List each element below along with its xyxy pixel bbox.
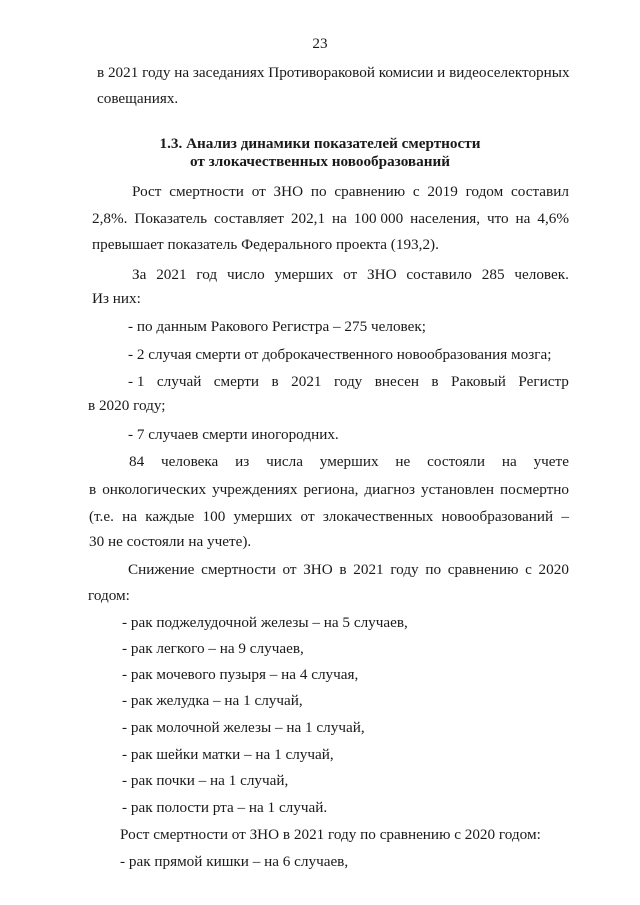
word: человек.	[514, 266, 569, 283]
word: в	[89, 481, 97, 498]
word: сравнению	[334, 183, 406, 200]
word: годом	[465, 183, 504, 200]
word: составил	[511, 183, 569, 200]
word: в	[431, 373, 439, 390]
p2-line-2: Из них:	[92, 290, 141, 307]
word: внесен	[374, 373, 419, 390]
list2-item: - рак мочевого пузыря – на 4 случая,	[122, 666, 359, 683]
list2-item: - рак желудка – на 1 случай,	[122, 692, 303, 709]
word: от	[300, 508, 315, 525]
word: За	[132, 266, 147, 283]
word: учете	[533, 453, 569, 470]
word: числа	[266, 453, 303, 470]
word: умерших	[274, 266, 334, 283]
word: ЗНО	[303, 561, 333, 578]
word: году	[333, 373, 363, 390]
word: из	[235, 453, 250, 470]
intro-line-2: совещаниях.	[97, 90, 179, 107]
word: смертности	[201, 561, 276, 578]
word: смертности	[169, 183, 244, 200]
word: - 1	[128, 373, 145, 390]
word: с	[525, 561, 532, 578]
p3-line-1	[129, 453, 569, 471]
word: с	[412, 183, 420, 200]
p2-line-1	[132, 266, 569, 284]
word: 285	[481, 266, 505, 283]
list1-item-3-line-2: в 2020 году;	[88, 397, 166, 414]
list2-item: - рак молочной железы – на 1 случай,	[122, 719, 365, 736]
section-heading-line-1: 1.3. Анализ динамики показателей смертности	[159, 135, 481, 152]
word: Рост	[132, 183, 162, 200]
word: 2019	[427, 183, 458, 200]
p4-line-1	[128, 561, 569, 579]
word: Регистр	[518, 373, 569, 390]
word: 84	[129, 453, 145, 470]
list2-item: - рак полости рта – на 1 случай.	[122, 799, 328, 816]
word: на	[122, 508, 137, 525]
word: по	[310, 183, 327, 200]
word: год	[196, 266, 218, 283]
word: по	[425, 561, 442, 578]
word: от	[251, 183, 266, 200]
word: посмертно	[500, 481, 569, 498]
word: в	[271, 373, 279, 390]
section-heading-line-2: от злокачественных новообразований	[190, 153, 450, 170]
word: Раковый	[451, 373, 506, 390]
p3-line-2	[89, 481, 569, 499]
word: смерти	[213, 373, 260, 390]
p5-line-1: Рост смертности от ЗНО в 2021 году по сравнению с 2020 годом:	[120, 826, 541, 843]
word: каждые	[145, 508, 195, 525]
word: число	[227, 266, 265, 283]
word: Показатель	[134, 210, 208, 227]
word: человека	[161, 453, 219, 470]
word: 202,1	[290, 210, 326, 227]
word: 2021	[156, 266, 187, 283]
word: случай	[156, 373, 202, 390]
word: что	[486, 210, 509, 227]
list2-item: - рак поджелудочной железы – на 5 случаев,	[122, 614, 408, 631]
word: 2020	[538, 561, 569, 578]
word: региона,	[303, 481, 359, 498]
p3-line-3	[89, 508, 569, 526]
word: населения,	[410, 210, 480, 227]
word: (т.е.	[89, 508, 114, 525]
page-number: 23	[312, 35, 328, 52]
list2-item: - рак шейки матки – на 1 случай,	[122, 746, 334, 763]
list1-item-3-line-1	[128, 373, 569, 391]
word: на	[515, 210, 531, 227]
word: от	[282, 561, 297, 578]
word: умерших	[319, 453, 379, 470]
word: 2021	[353, 561, 384, 578]
word: 2021	[291, 373, 322, 390]
word: злокачественных	[322, 508, 434, 525]
p1-line-1	[132, 183, 569, 201]
word: установлен	[420, 481, 495, 498]
word: сравнению	[447, 561, 519, 578]
word: состояли	[427, 453, 486, 470]
p5-line-2: - рак прямой кишки – на 6 случаев,	[120, 853, 349, 870]
word: 100 000	[353, 210, 404, 227]
p1-line-2	[92, 210, 569, 228]
word: умерших	[233, 508, 293, 525]
list2-item: - рак почки – на 1 случай,	[122, 772, 289, 789]
list1-item-4: - 7 случаев смерти иногородних.	[128, 426, 339, 443]
word: учреждениях	[212, 481, 298, 498]
word: году	[390, 561, 419, 578]
word: Снижение	[128, 561, 195, 578]
list2-item: - рак легкого – на 9 случаев,	[122, 640, 304, 657]
word: в	[339, 561, 347, 578]
p1-line-3: превышает показатель Федерального проекта (193,2).	[92, 236, 439, 253]
word: онкологических	[102, 481, 207, 498]
p4-line-2: годом:	[88, 587, 130, 604]
word: ЗНО	[367, 266, 397, 283]
word: ЗНО	[273, 183, 304, 200]
word: на	[501, 453, 517, 470]
list1-item-1: - по данным Ракового Регистра – 275 человек;	[128, 318, 426, 335]
word: 2,8%.	[92, 210, 128, 227]
p3-line-4: 30 не состояли на учете).	[89, 533, 252, 550]
word: 4,6%	[537, 210, 569, 227]
word: составило	[406, 266, 472, 283]
word: на	[331, 210, 347, 227]
list1-item-2: - 2 случая смерти от доброкачественного новообразования мозга;	[128, 346, 552, 363]
word: –	[561, 508, 569, 525]
word: диагноз	[364, 481, 415, 498]
word: составляет	[214, 210, 284, 227]
word: не	[395, 453, 411, 470]
intro-line-1: в 2021 году на заседаниях Противораковой комисии и видеоселекторных	[97, 64, 570, 81]
word: новообразований	[441, 508, 554, 525]
word: от	[343, 266, 358, 283]
word: 100	[202, 508, 226, 525]
